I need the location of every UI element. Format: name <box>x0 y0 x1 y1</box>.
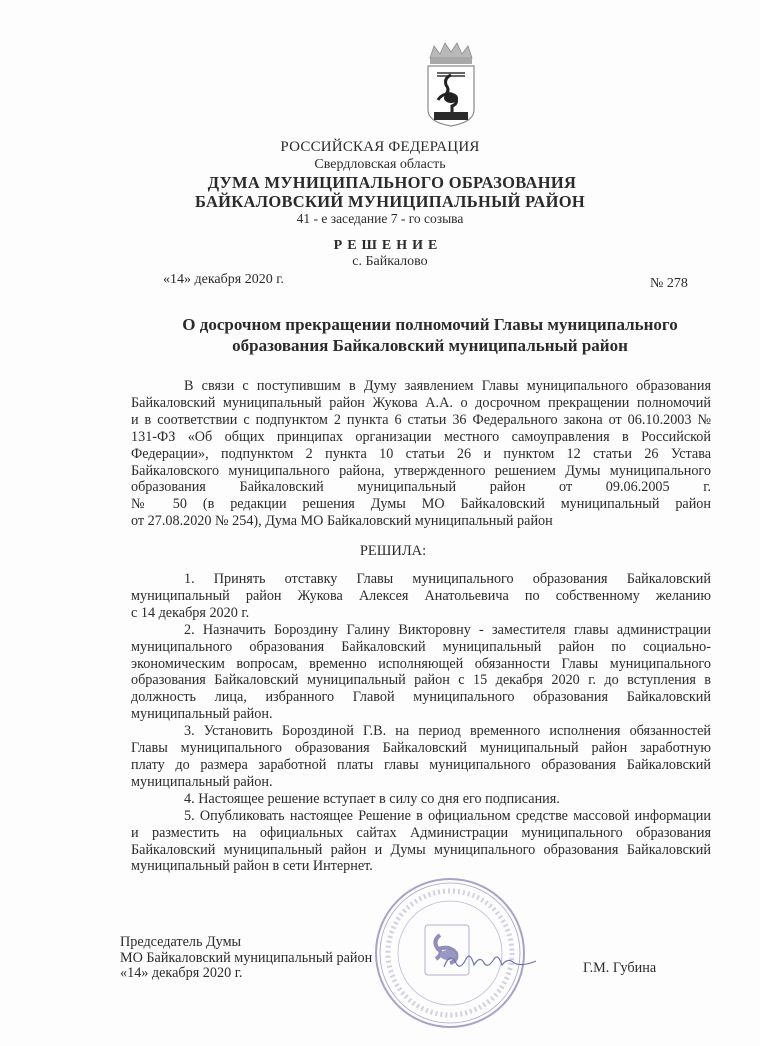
document-subject <box>150 314 710 356</box>
resolution-item-4 <box>131 791 711 808</box>
item-line: 4. Настоящее решение вступает в силу со дня его подписания. <box>184 790 560 807</box>
header-body-line2: БАЙКАЛОВСКИЙ МУНИЦИПАЛЬНЫЙ РАЙОН <box>194 192 586 211</box>
signature-date: «14» декабря 2020 г. <box>120 965 243 981</box>
preamble-line: Байкаловский муниципальный район Жукова А.А. о досрочном прекращении полномочий <box>131 394 711 411</box>
preamble-line: образования Байкаловский муниципальный район от 09.06.2005 г. <box>131 479 711 496</box>
item-line: муниципального образования Байкаловский муниципальный район по социально- <box>131 638 711 655</box>
crown-icon <box>430 43 472 64</box>
preamble-line: 131-ФЗ «Об общих принципах организации местного самоуправления в Российской <box>131 428 711 445</box>
header-country: РОССИЙСКАЯ ФЕДЕРАЦИЯ <box>280 139 480 155</box>
resolved-label: РЕШИЛА: <box>359 543 427 559</box>
preamble-line: Байкаловского муниципального района, утвержденного решением Думы муниципального <box>131 462 711 479</box>
item-line: 1. Принять отставку Главы муниципального образования Байкаловский <box>184 571 711 587</box>
item-line: муниципальный район Жукова Алексея Анатольевича по собственному желанию <box>131 587 711 604</box>
item-line: муниципальный район. <box>131 773 273 790</box>
signer-title-line2: МО Байкаловский муниципальный район <box>120 949 373 966</box>
item-line: с 14 декабря 2020 г. <box>131 604 250 621</box>
preamble-line: № 50 (в редакции решения Думы МО Байкаловский муниципальный район <box>131 496 711 513</box>
document-date: «14» декабря 2020 г. <box>163 272 284 287</box>
header-body-line1: ДУМА МУНИЦИПАЛЬНОГО ОБРАЗОВАНИЯ <box>207 173 577 192</box>
resolution-item-1 <box>131 571 711 622</box>
signature-block <box>120 935 372 982</box>
item-line: 5. Опубликовать настоящее Решение в официальном средстве массовой информации <box>184 807 711 824</box>
item-line: 3. Установить Бороздиной Г.В. на период временного исполнения обязанностей <box>184 723 711 740</box>
signer-name: Г.М. Губина <box>583 960 657 976</box>
header-session: 41 - е заседание 7 - го созыва <box>296 211 464 226</box>
item-line: Главы муниципального образования Байкаловский муниципальный район заработную <box>131 740 711 757</box>
item-line: муниципальный район. <box>131 706 273 723</box>
preamble-line: от 27.08.2020 № 254), Дума МО Байкаловский муниципальный район <box>131 513 553 530</box>
signer-title-line1: Председатель Думы <box>120 934 242 950</box>
preamble-line: Федерации», подпунктом 2 пункта 10 статьи 26 и пунктом 12 статьи 26 Устава <box>131 445 711 462</box>
item-line: плату до размера заработной платы главы муниципального образования Байкаловский <box>131 756 711 773</box>
item-line: и разместить на официальных сайтах Администрации муниципального образования <box>131 824 711 841</box>
resolution-item-5 <box>131 808 711 876</box>
preamble-line: и в соответствии с подпунктом 2 пункта 6 статьи 36 Федерального закона от 06.10.2003 № <box>131 411 711 428</box>
document-type-title: РЕШЕНИЕ <box>333 238 443 253</box>
subject-line: образования Байкаловский муниципальный район <box>232 336 628 355</box>
document-place: с. Байкалово <box>352 254 428 269</box>
item-line: должность лица, избранного Главой муниципального образования Байкаловский <box>131 689 711 706</box>
resolution-item-2 <box>131 622 711 723</box>
preamble-paragraph <box>131 378 711 530</box>
document-number: № 278 <box>650 276 688 291</box>
resolution-item-3 <box>131 723 711 791</box>
coat-of-arms-icon <box>424 40 478 130</box>
resolution-items <box>131 571 711 875</box>
subject-line: О досрочном прекращении полномочий Главы муниципального <box>182 315 678 334</box>
item-line: муниципальный район в сети Интернет. <box>131 858 373 875</box>
item-line: 2. Назначить Бороздину Галину Викторовну - заместителя главы администрации <box>184 621 711 638</box>
item-line: экономическим вопросам, временно исполняющей обязанности Главы муниципального <box>131 655 711 672</box>
preamble-line: В связи с поступившим в Думу заявлением Главы муниципального образования <box>184 378 711 394</box>
item-line: образования Байкаловский муниципальный район с 15 декабря 2020 г. до вступления в <box>131 672 711 689</box>
header-region: Свердловская область <box>314 157 446 172</box>
handwritten-signature-icon <box>440 945 540 975</box>
item-line: Байкаловский муниципальный район и Думы муниципального образования Байкаловский <box>131 841 711 858</box>
